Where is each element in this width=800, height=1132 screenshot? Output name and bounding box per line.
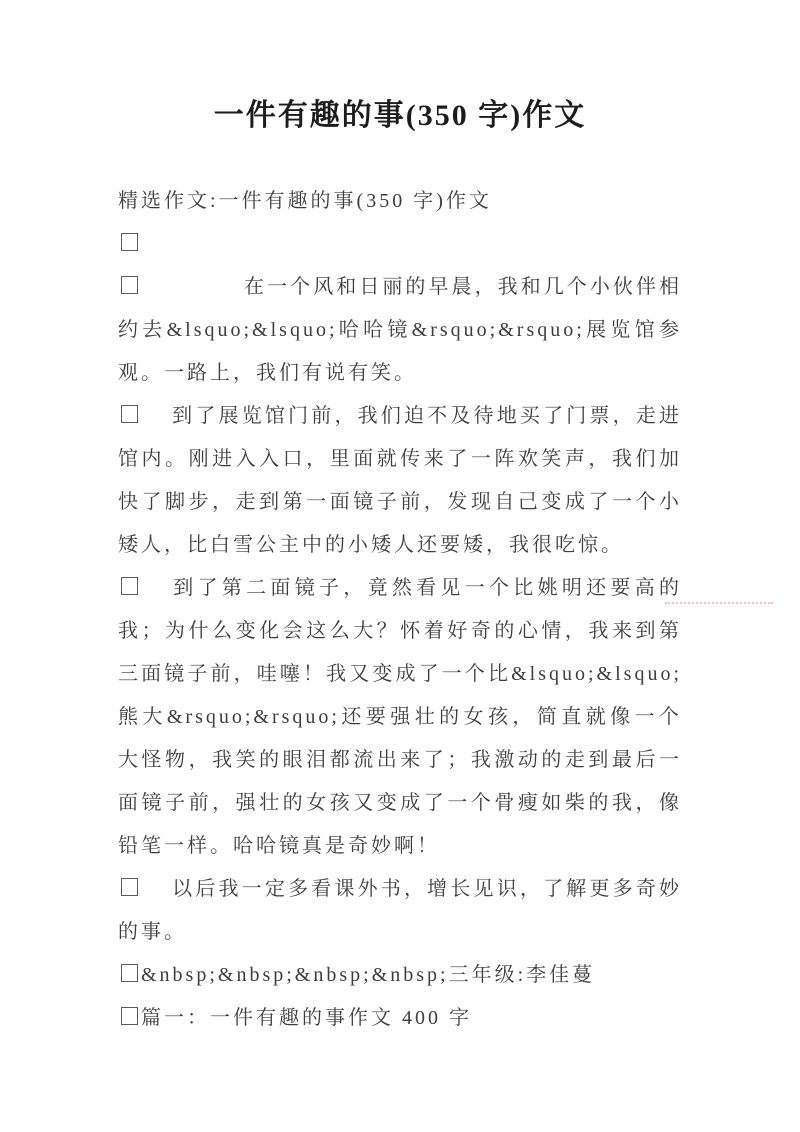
intro-line-text: 精选作文:一件有趣的事(350 字)作文 <box>118 190 492 212</box>
paragraph-text: 以后我一定多看课外书，增长见识，了解更多奇妙的事。 <box>118 878 682 943</box>
pink-dotted-divider <box>665 602 773 604</box>
paragraph-text: 到了展览馆门前，我们迫不及待地买了门票，走进馆内。刚进入入口，里面就传来了一阵欢笑声，我们加快了脚步，走到第一面镜子前，发现自己变成了一个小矮人，比白雪公主中的小矮人还要矮，我很吃惊。 <box>118 405 682 556</box>
paragraph <box>118 223 682 266</box>
paragraph-text: &nbsp;&nbsp;&nbsp;&nbsp;三年级:李佳蔓 <box>141 964 596 986</box>
paragraph <box>118 266 682 395</box>
paragraph <box>118 997 682 1040</box>
missing-glyph-box <box>121 1007 138 1025</box>
missing-glyph-box <box>121 405 138 423</box>
paragraph-text: 在一个风和日丽的早晨，我和几个小伙伴相约去&lsquo;&lsquo;哈哈镜&rsquo;&rsquo;展览馆参观。一路上，我们有说有笑。 <box>118 276 682 384</box>
missing-glyph-box <box>121 878 138 896</box>
paragraph <box>118 567 682 868</box>
document-body <box>118 180 682 1040</box>
missing-glyph-box <box>121 276 138 294</box>
paragraph <box>118 954 682 997</box>
missing-glyph-box <box>121 233 138 251</box>
paragraph-text: 到了第二面镜子，竟然看见一个比姚明还要高的我；为什么变化会这么大？怀着好奇的心情，我来到第三面镜子前，哇噻！我又变成了一个比&lsquo;&lsquo;熊大&rsquo;&rsquo;还要强壮的女孩，简直就像一个大怪物，我笑的眼泪都流出来了；我激动的走到最后一面镜子前，强壮的女孩又变成了一个骨瘦如柴的我，像铅笔一样。哈哈镜真是奇妙啊！ <box>118 577 682 857</box>
document-title: 一件有趣的事(350 字)作文 <box>213 99 587 132</box>
paragraph <box>118 395 682 567</box>
paragraph-text: 篇一：一件有趣的事作文 400 字 <box>141 1007 472 1029</box>
paragraph <box>118 868 682 954</box>
missing-glyph-box <box>121 577 138 595</box>
intro-line <box>118 180 682 223</box>
missing-glyph-box <box>121 964 138 982</box>
